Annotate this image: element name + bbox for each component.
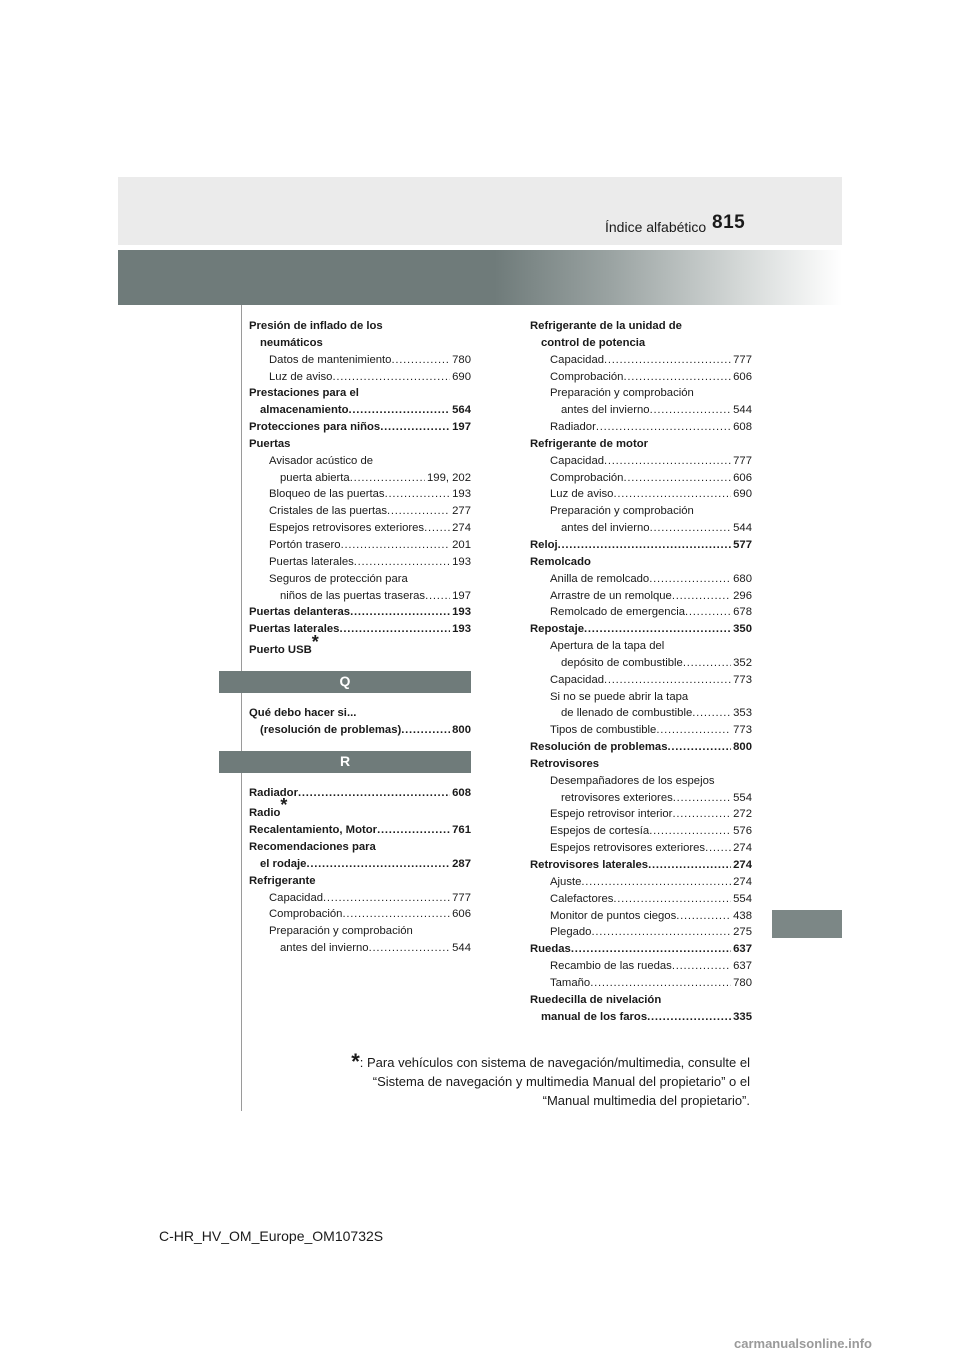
leader-dots [377,822,450,839]
footnote-line-2: “Sistema de navegación y multimedia Manual del propietario” o el [372,1074,750,1089]
index-term: Anilla de remolcado [550,572,650,585]
leader-dots [672,958,731,975]
leader-dots [613,486,731,503]
index-entry [530,975,752,992]
index-entry [530,453,752,470]
index-page-ref: 193 [452,606,471,619]
index-term: Capacidad [550,454,605,467]
margin-rule [241,305,242,1111]
index-page-ref: 544 [733,404,752,417]
index-entry [530,672,752,689]
index-entry [249,906,471,923]
index-page-ref: 274 [452,522,471,535]
index-term: niños de las puertas traseras [280,589,426,602]
index-page-ref: 576 [733,825,752,838]
index-page-ref: 690 [733,488,752,501]
index-term: Portón trasero [269,538,341,551]
index-entry [530,722,752,739]
leader-dots [673,790,731,807]
index-entry [530,419,752,436]
leader-dots [332,369,450,386]
index-entry [530,588,752,605]
index-term: Ruedas [530,943,571,956]
index-heading-line: Refrigerante [249,874,316,887]
index-page-ref: 554 [733,791,752,804]
index-entry [530,705,752,722]
index-entry [530,739,752,756]
index-entry [249,352,471,369]
index-page-ref: 780 [733,976,752,989]
index-entry [530,840,752,857]
leader-dots [558,537,732,554]
index-heading-line: Prestaciones para el [249,387,359,400]
leader-dots [705,840,731,857]
index-term: Cristales de las puertas [269,505,388,518]
index-term: depósito de combustible [561,656,683,669]
index-entry [530,823,752,840]
index-page-ref: 608 [733,421,752,434]
index-heading-line: Recomendaciones para [249,841,376,854]
index-term: Capacidad [550,673,605,686]
index-entry [249,402,471,419]
leader-dots [672,806,731,823]
index-term: de llenado de combustible [561,707,693,720]
index-term: (resolución de problemas) [260,723,402,736]
index-page-ref: 761 [452,824,471,837]
index-page-ref: 637 [733,960,752,973]
leader-dots [350,470,425,487]
index-page-ref: 350 [733,623,752,636]
index-heading-line: Apertura de la tapa del [550,640,665,653]
index-letter-header: Q [219,671,471,693]
index-term: Tamaño [550,976,591,989]
leader-dots [656,722,731,739]
index-entry [530,790,752,807]
section-title: Índice alfabético [605,219,707,235]
index-page-ref: 274 [733,842,752,855]
leader-dots [672,588,731,605]
index-letter-header: R [219,751,471,773]
index-page-ref: 780 [452,353,471,366]
index-term: antes del invierno [561,522,650,535]
leader-dots [623,470,731,487]
page-number: 815 [712,212,746,233]
index-page-ref: 296 [733,589,752,602]
leader-dots [613,891,731,908]
index-entry [530,908,752,925]
index-term: Radio [249,807,281,820]
leader-dots [676,908,731,925]
leader-dots [683,655,731,672]
index-entry [249,470,471,487]
index-page-ref: 690 [452,370,471,383]
footnote-ref-marker: * [311,632,319,653]
index-term: Luz de aviso [550,488,614,501]
index-term: Recambio de las ruedas [550,960,672,973]
index-heading-line: neumáticos [260,336,323,349]
index-page-ref: 554 [733,892,752,905]
index-entry [530,874,752,891]
index-entry [530,520,752,537]
leader-dots [604,453,731,470]
index-page-ref: 800 [733,741,752,754]
leader-dots [647,1009,731,1026]
index-term: antes del invierno [561,404,650,417]
index-page-ref: 274 [733,875,752,888]
index-entry [530,486,752,503]
index-term: Resolución de problemas [530,741,668,754]
index-page-ref: 193 [452,488,471,501]
leader-dots [323,890,450,907]
index-entry [530,924,752,941]
leader-dots [650,520,732,537]
index-term: Comprobación [550,471,624,484]
leader-dots [349,402,451,419]
index-entry [530,537,752,554]
header-band [118,177,842,245]
index-entry [249,520,471,537]
index-page-ref: 353 [733,707,752,720]
index-entry [530,402,752,419]
index-heading-line: Desempañadores de los espejos [550,774,715,787]
leader-dots [581,874,731,891]
index-page-ref: 678 [733,606,752,619]
index-term: Espejos de cortesía [550,825,650,838]
index-page-ref: 199, 202 [427,471,471,484]
index-entry [249,940,471,957]
index-entry [249,856,471,873]
index-heading-line: Presión de inflado de los [249,320,383,332]
leader-dots [685,604,731,621]
leader-dots [341,537,451,554]
index-term: el rodaje [260,857,307,870]
index-term: almacenamiento [260,404,349,417]
index-page-ref: 777 [733,454,752,467]
leader-dots [571,941,731,958]
leader-dots [667,739,731,756]
index-term: Protecciones para niños [249,421,381,434]
index-entry [249,822,471,839]
index-page-ref: 577 [733,538,752,551]
index-page-ref: 680 [733,572,752,585]
index-entry [249,503,471,520]
index-page-ref: 352 [733,656,752,669]
index-entry [530,604,752,621]
index-term: Radiador [550,421,596,434]
index-term: Puertas delanteras [249,606,351,619]
index-heading-line: Preparación y comprobación [550,505,694,518]
leader-dots [649,571,731,588]
leader-dots [650,402,732,419]
index-term: Capacidad [550,353,605,366]
index-heading-line: Puertas [249,437,291,450]
index-page-ref: 335 [733,1010,752,1023]
leader-dots [339,621,450,638]
index-page-ref: 197 [452,589,471,602]
index-page-ref: 544 [452,942,471,955]
index-entry [530,958,752,975]
leader-dots [584,621,731,638]
document-code: C-HR_HV_OM_Europe_OM10732S [159,1228,384,1244]
index-heading-line: Remolcado [530,555,591,568]
leader-dots [391,352,450,369]
index-heading-line: Preparación y comprobación [269,925,413,938]
index-page-ref: 193 [452,623,471,636]
leader-dots [342,906,450,923]
index-entry [249,722,471,739]
index-entry [530,352,752,369]
index-term: Reloj [530,538,558,551]
index-term: Tipos de combustible [550,724,657,737]
index-entry [249,369,471,386]
leader-dots [380,419,450,436]
index-term: puerta abierta [280,471,350,484]
index-term: Espejos retrovisores exteriores [269,522,425,535]
index-term: retrovisores exteriores [561,791,673,804]
index-term: Calefactores [550,892,614,905]
index-term: Datos de mantenimiento [269,353,392,366]
leader-dots [424,520,450,537]
index-term: Puerto USB [249,644,312,657]
chapter-band [118,250,842,305]
watermark: carmanualsonline.info [734,1336,872,1351]
index-page-ref: 777 [733,353,752,366]
index-entry [530,470,752,487]
index-entry [249,554,471,571]
leader-dots [596,419,731,436]
index-page-ref: 201 [452,538,471,551]
index-page-ref: 608 [452,786,471,799]
index-heading-line: Refrigerante de la unidad de [530,320,682,332]
index-heading-line: control de potencia [541,336,646,349]
index-term: antes del invierno [280,942,369,955]
index-term: Radiador [249,786,298,799]
index-page-ref: 287 [452,857,471,870]
index-page-ref: 275 [733,926,752,939]
index-page-ref: 274 [733,859,752,871]
leader-dots [350,604,450,621]
index-term: Monitor de puntos ciegos [550,909,677,922]
index-entry [249,890,471,907]
index-term: Remolcado de emergencia [550,606,686,619]
index-term: Recalentamiento, Motor [249,824,378,837]
chapter-thumb-tab [772,910,842,938]
index-term: Comprobación [550,370,624,383]
index-term: Espejos retrovisores exteriores [550,842,706,855]
index-term: Luz de aviso [269,370,333,383]
index-heading-line: Preparación y comprobación [550,387,694,400]
leader-dots [306,856,450,873]
index-term: Repostaje [530,623,584,636]
index-page-ref: 637 [733,943,752,956]
index-entry [249,604,471,621]
index-entry [530,621,752,638]
footnote-line-3: “Manual multimedia del propietario”. [542,1093,750,1108]
leader-dots [623,369,731,386]
index-heading-line: Qué debo hacer si... [249,706,357,719]
index-page-ref: 564 [452,404,471,417]
index-page-ref: 606 [733,471,752,484]
index-term: manual de los faros [541,1010,648,1023]
leader-dots [591,924,731,941]
index-entry [249,588,471,605]
index-entry [530,857,752,874]
leader-dots [401,722,450,739]
index-term: Bloqueo de las puertas [269,488,385,501]
index-heading-line: Si no se puede abrir la tapa [550,690,689,703]
index-heading-line: Retrovisores [530,757,600,770]
index-term: Puertas laterales [249,623,340,636]
index-entry-footnoted [249,632,471,659]
index-term: Puertas laterales [269,555,354,568]
footnote-marker: * [351,1049,360,1074]
index-entry [530,571,752,588]
footnote [250,1049,750,1110]
index-heading-line: Ruedecilla de nivelación [530,993,662,1006]
index-column-right [530,318,752,1025]
index-heading-line: Seguros de protección para [269,572,408,585]
leader-dots [354,554,450,571]
index-entry [530,806,752,823]
index-page-ref: 606 [452,908,471,921]
index-term: Comprobación [269,908,343,921]
leader-dots [604,352,731,369]
index-page-ref: 800 [452,723,471,736]
index-entry [530,941,752,958]
leader-dots [590,975,731,992]
index-heading-line: Refrigerante de motor [530,437,649,450]
index-term: Plegado [550,926,592,939]
index-entry [249,537,471,554]
index-entry [530,1009,752,1026]
index-page-ref: 272 [733,808,752,821]
leader-dots [298,785,450,802]
index-page-ref: 777 [452,891,471,904]
index-entry [530,891,752,908]
leader-dots [369,940,451,957]
index-entry [249,621,471,638]
index-heading-line: Avisador acústico de [269,454,374,467]
leader-dots [385,486,451,503]
leader-dots [604,672,731,689]
index-entry [530,655,752,672]
index-entry-footnoted [249,795,471,822]
index-page-ref: 438 [733,909,752,922]
index-term: Retrovisores laterales [530,859,649,871]
index-page-ref: 193 [452,555,471,568]
footnote-ref-marker: * [280,795,288,816]
index-page-ref: 544 [733,522,752,535]
index-term: Espejo retrovisor interior [550,808,673,821]
index-term: Ajuste [550,875,582,888]
leader-dots [387,503,450,520]
index-column-left [249,318,471,957]
index-term: Arrastre de un remolque [550,589,672,602]
index-page-ref: 773 [733,724,752,737]
index-page-ref: 277 [452,505,471,518]
index-entry [249,419,471,436]
index-page-ref: 197 [452,421,471,434]
footnote-line-1: *: Para vehículos con sistema de navegación/multimedia, consulte el [351,1049,750,1074]
leader-dots [649,823,731,840]
index-entry [530,369,752,386]
index-page-ref: 773 [733,673,752,686]
leader-dots [692,705,731,722]
index-term: Capacidad [269,891,324,904]
leader-dots [425,588,450,605]
leader-dots [648,857,731,874]
index-entry [249,486,471,503]
index-page-ref: 606 [733,370,752,383]
